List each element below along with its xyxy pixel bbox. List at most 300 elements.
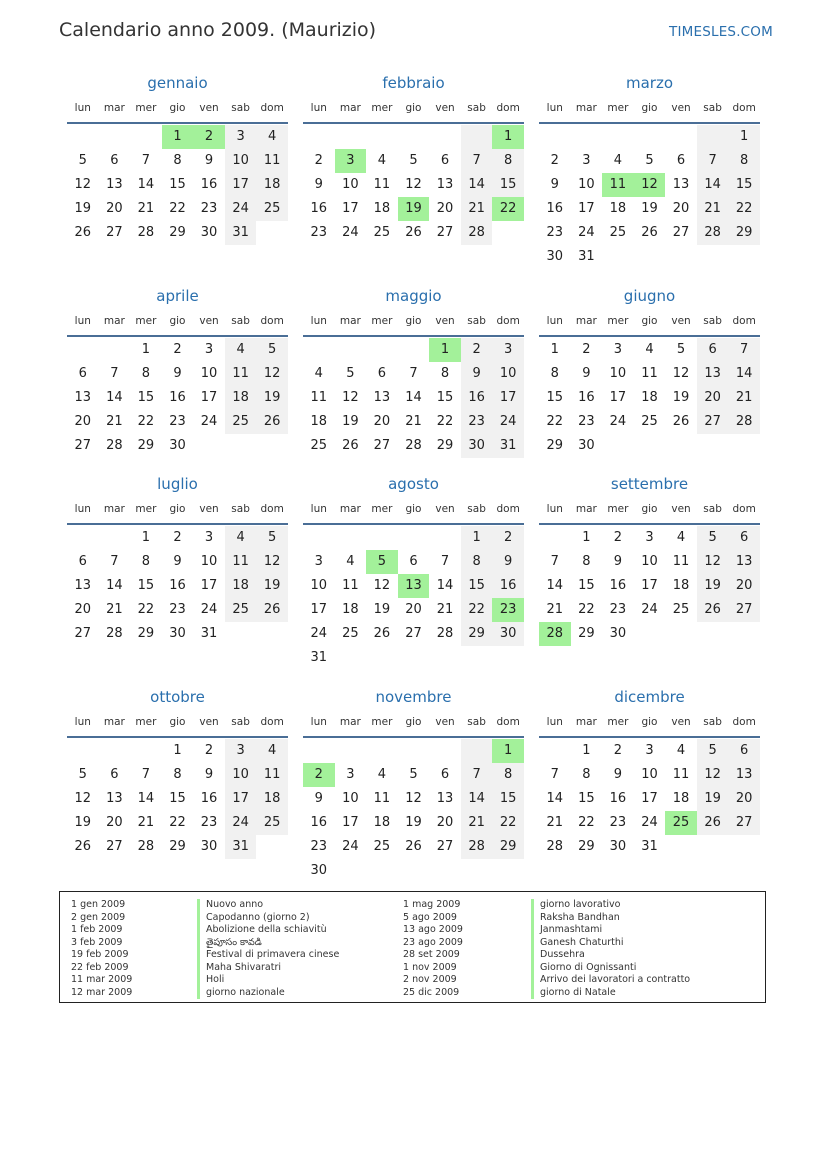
- legend-holiday-name: Holi: [197, 974, 339, 987]
- day-cell: 22: [137, 602, 155, 617]
- month-title: novembre: [375, 688, 452, 706]
- day-cell: 17: [310, 602, 328, 617]
- day-cell: [67, 526, 99, 550]
- day-cell: 9: [314, 791, 323, 806]
- weekday-label: lun: [546, 315, 563, 327]
- day-cell: 18: [373, 201, 391, 216]
- day-cell: 7: [461, 149, 493, 173]
- day-cell: 16: [578, 390, 595, 405]
- day-cell: 18: [256, 787, 288, 811]
- week-row: [303, 739, 524, 763]
- day-cell: 1: [141, 530, 151, 545]
- day-cell: 17: [641, 578, 658, 593]
- weekday-header: [303, 711, 524, 733]
- page-title: Calendario anno 2009. (Maurizio): [59, 19, 377, 41]
- day-cell: [429, 125, 461, 149]
- day-cell: [256, 835, 288, 859]
- day-cell: 17: [225, 787, 257, 811]
- week-row: [539, 362, 760, 386]
- day-cell: [303, 338, 335, 362]
- weekday-label: mar: [575, 315, 597, 327]
- week-row: [303, 221, 524, 245]
- day-cell: 15: [728, 173, 760, 197]
- header-rule: [539, 523, 760, 525]
- day-cell: [665, 622, 697, 646]
- day-cell: 6: [409, 554, 418, 569]
- weekday-label: dom: [260, 716, 284, 728]
- week-row: [303, 787, 524, 811]
- day-cell: 29: [461, 622, 493, 646]
- week-row: [67, 434, 288, 458]
- week-row: [539, 622, 760, 646]
- day-cell: 28: [137, 225, 155, 240]
- holiday-day-cell: 3: [335, 149, 367, 173]
- day-cell: 10: [225, 763, 257, 787]
- day-cell: 24: [225, 811, 257, 835]
- day-cell: 11: [373, 791, 391, 806]
- week-row: [539, 574, 760, 598]
- weekday-label: mer: [607, 503, 629, 515]
- legend-holiday-name: Nuovo anno: [197, 899, 339, 912]
- month-giugno: [539, 286, 760, 458]
- day-cell: [366, 526, 398, 550]
- week-row: [303, 763, 524, 787]
- day-cell: [335, 859, 367, 883]
- day-cell: 11: [310, 390, 328, 405]
- weekday-header: [539, 310, 760, 332]
- day-cell: 13: [728, 763, 760, 787]
- day-cell: [492, 646, 524, 670]
- legend-holiday-name: Festival di primavera cinese: [197, 949, 339, 962]
- day-cell: 31: [225, 221, 257, 245]
- day-cell: 21: [405, 414, 422, 429]
- day-cell: 20: [74, 414, 92, 429]
- legend-date: 3 feb 2009: [71, 936, 123, 948]
- day-cell: 2: [204, 743, 214, 758]
- day-cell: 10: [609, 366, 627, 381]
- day-cell: 18: [225, 574, 257, 598]
- day-cell: 16: [310, 815, 328, 830]
- month-title: dicembre: [614, 688, 685, 706]
- day-cell: 5: [676, 342, 686, 357]
- weekday-label: mar: [339, 102, 361, 114]
- day-cell: 3: [613, 342, 623, 357]
- week-row: [67, 787, 288, 811]
- weekday-label: ven: [435, 716, 455, 728]
- week-row: [539, 221, 760, 245]
- holiday-day-cell: 1: [429, 338, 461, 362]
- day-cell: 5: [645, 153, 654, 168]
- holiday-day-cell: 2: [303, 763, 335, 787]
- day-cell: 2: [582, 342, 591, 357]
- week-row: [539, 338, 760, 362]
- day-cell: 2: [314, 153, 323, 168]
- day-cell: 22: [461, 598, 493, 622]
- month-title: giugno: [623, 287, 676, 305]
- day-cell: 9: [173, 554, 182, 569]
- day-cell: [697, 835, 729, 859]
- legend-dates-right: [403, 899, 463, 999]
- day-cell: 28: [137, 839, 155, 854]
- weekday-label: mar: [575, 503, 597, 515]
- day-cell: 27: [106, 839, 123, 854]
- day-cell: 12: [697, 550, 729, 574]
- day-cell: 28: [728, 410, 760, 434]
- day-cell: [602, 434, 634, 458]
- day-cell: [728, 434, 760, 458]
- day-cell: 12: [74, 791, 92, 806]
- day-cell: 17: [225, 173, 257, 197]
- day-cell: 26: [74, 225, 92, 240]
- weekday-header: [303, 97, 524, 119]
- day-cell: [303, 125, 335, 149]
- weekday-label: lun: [74, 503, 91, 515]
- legend-names-right: [531, 899, 690, 999]
- month-aprile: [67, 286, 288, 458]
- weekday-label: mer: [607, 716, 629, 728]
- day-cell: 22: [137, 414, 155, 429]
- day-cell: 24: [200, 414, 218, 429]
- legend-date: 11 mar 2009: [71, 974, 133, 985]
- day-cell: 31: [225, 835, 257, 859]
- day-cell: 28: [546, 839, 564, 854]
- weekday-label: mer: [371, 716, 393, 728]
- week-row: [539, 811, 760, 835]
- day-cell: [130, 125, 162, 149]
- day-cell: 4: [256, 739, 288, 763]
- day-cell: [728, 245, 760, 269]
- day-cell: 12: [373, 578, 391, 593]
- week-row: [539, 386, 760, 410]
- day-cell: 23: [609, 815, 627, 830]
- site-link[interactable]: TIMESLES.COM: [669, 24, 773, 40]
- day-cell: 19: [256, 574, 288, 598]
- day-cell: 19: [373, 602, 391, 617]
- day-cell: 12: [256, 550, 288, 574]
- day-cell: 26: [373, 626, 391, 641]
- day-cell: [225, 434, 257, 458]
- day-cell: 24: [641, 815, 658, 830]
- day-cell: 14: [405, 390, 422, 405]
- week-row: [303, 386, 524, 410]
- day-cell: 18: [609, 201, 627, 216]
- weekday-label: mar: [339, 503, 361, 515]
- weekday-label: mer: [371, 503, 393, 515]
- day-cell: 28: [106, 438, 123, 453]
- day-cell: 25: [342, 626, 359, 641]
- day-cell: 11: [373, 177, 391, 192]
- day-cell: 28: [461, 221, 493, 245]
- day-cell: 25: [256, 811, 288, 835]
- day-cell: 5: [409, 767, 418, 782]
- day-cell: [99, 526, 131, 550]
- day-cell: 12: [697, 763, 729, 787]
- day-cell: [335, 125, 367, 149]
- week-row: [303, 197, 524, 221]
- day-cell: 25: [672, 602, 690, 617]
- day-cell: [461, 125, 493, 149]
- day-cell: [335, 646, 367, 670]
- day-cell: 23: [546, 225, 564, 240]
- day-cell: 20: [728, 787, 760, 811]
- weekday-label: gio: [169, 503, 186, 515]
- day-cell: 15: [169, 177, 186, 192]
- legend-holiday-name: Arrivo dei lavoratori a contratto: [531, 974, 690, 987]
- weekday-label: mar: [339, 716, 361, 728]
- holiday-day-cell: 1: [492, 125, 524, 149]
- day-cell: 26: [672, 414, 690, 429]
- day-cell: 9: [613, 767, 623, 782]
- day-cell: [99, 125, 131, 149]
- day-cell: 19: [256, 386, 288, 410]
- weekday-label: gio: [405, 102, 422, 114]
- legend-date: 1 mag 2009: [403, 899, 461, 910]
- day-cell: 8: [173, 153, 182, 168]
- day-cell: 2: [173, 342, 182, 357]
- day-cell: 10: [310, 578, 328, 593]
- week-row: [539, 410, 760, 434]
- header-rule: [67, 736, 288, 738]
- weekday-label: sab: [467, 315, 486, 327]
- day-cell: [665, 125, 697, 149]
- legend-date: 12 mar 2009: [71, 986, 133, 998]
- legend-date: 13 ago 2009: [403, 924, 463, 935]
- day-cell: 18: [225, 386, 257, 410]
- day-cell: [366, 859, 398, 883]
- day-cell: 12: [256, 362, 288, 386]
- day-cell: [728, 622, 760, 646]
- day-cell: 13: [672, 177, 690, 192]
- day-cell: 8: [582, 767, 591, 782]
- day-cell: 31: [200, 626, 218, 641]
- day-cell: 18: [672, 791, 690, 806]
- holiday-day-cell: 1: [492, 739, 524, 763]
- day-cell: 31: [492, 434, 524, 458]
- weekday-label: lun: [74, 716, 91, 728]
- day-cell: 22: [546, 414, 564, 429]
- legend-holiday-name: Capodanno (giorno 2): [197, 912, 339, 925]
- month-title: marzo: [625, 74, 674, 92]
- day-cell: 12: [342, 390, 359, 405]
- day-cell: 7: [409, 366, 418, 381]
- day-cell: 17: [578, 201, 595, 216]
- day-cell: 15: [436, 390, 454, 405]
- day-cell: 8: [550, 366, 559, 381]
- legend-holiday-name: Raksha Bandhan: [531, 912, 690, 925]
- weekday-label: ven: [671, 315, 691, 327]
- day-cell: 10: [578, 177, 595, 192]
- legend-date: 22 feb 2009: [71, 961, 129, 973]
- week-row: [539, 835, 760, 859]
- weekday-label: lun: [546, 716, 563, 728]
- day-cell: 22: [578, 602, 595, 617]
- month-agosto: [303, 474, 524, 670]
- day-cell: [67, 338, 99, 362]
- day-cell: 1: [582, 743, 591, 758]
- day-cell: 7: [440, 554, 450, 569]
- day-cell: 14: [106, 390, 123, 405]
- day-cell: 26: [256, 410, 288, 434]
- day-cell: 30: [310, 863, 328, 878]
- day-cell: 26: [256, 598, 288, 622]
- legend-names-left: [197, 899, 339, 999]
- day-cell: 6: [110, 767, 119, 782]
- day-cell: 11: [225, 362, 257, 386]
- week-row: [67, 386, 288, 410]
- day-cell: 16: [546, 201, 564, 216]
- day-cell: 14: [436, 578, 454, 593]
- day-cell: 23: [200, 201, 218, 216]
- legend-date: 23 ago 2009: [403, 936, 463, 948]
- day-cell: 22: [436, 414, 454, 429]
- day-cell: 30: [546, 249, 564, 264]
- day-cell: 5: [256, 338, 288, 362]
- weekday-label: mer: [135, 102, 157, 114]
- day-cell: 17: [342, 815, 359, 830]
- day-cell: 9: [204, 767, 214, 782]
- day-cell: [398, 739, 430, 763]
- day-cell: 27: [106, 225, 123, 240]
- day-cell: [398, 125, 430, 149]
- day-cell: 23: [310, 225, 328, 240]
- day-cell: 27: [728, 598, 760, 622]
- weekday-label: mar: [575, 716, 597, 728]
- day-cell: 20: [728, 574, 760, 598]
- day-cell: 20: [436, 815, 454, 830]
- day-cell: 25: [225, 598, 257, 622]
- weekday-label: sab: [231, 503, 250, 515]
- day-cell: 13: [106, 177, 123, 192]
- day-cell: 10: [200, 366, 218, 381]
- day-cell: [99, 739, 131, 763]
- day-cell: 11: [672, 554, 690, 569]
- day-cell: 13: [436, 791, 454, 806]
- day-cell: [429, 526, 461, 550]
- day-cell: 11: [256, 763, 288, 787]
- month-title: gennaio: [147, 74, 208, 92]
- week-row: [303, 646, 524, 670]
- day-cell: 30: [200, 839, 218, 854]
- day-cell: [602, 245, 634, 269]
- day-cell: [665, 245, 697, 269]
- day-cell: 1: [728, 125, 760, 149]
- week-row: [67, 811, 288, 835]
- day-cell: 19: [74, 815, 92, 830]
- day-cell: [571, 125, 603, 149]
- weekday-label: sab: [703, 315, 722, 327]
- day-cell: 26: [697, 598, 729, 622]
- day-cell: 3: [225, 739, 257, 763]
- day-cell: 11: [641, 366, 658, 381]
- weekday-label: ven: [199, 716, 219, 728]
- day-cell: 5: [256, 526, 288, 550]
- day-cell: [366, 125, 398, 149]
- holiday-day-cell: 25: [665, 811, 697, 835]
- weekday-label: ven: [671, 102, 691, 114]
- day-cell: 23: [609, 602, 627, 617]
- day-cell: 14: [728, 362, 760, 386]
- week-row: [67, 338, 288, 362]
- day-cell: 27: [672, 225, 690, 240]
- legend-date: 28 set 2009: [403, 949, 460, 960]
- day-cell: 9: [461, 362, 493, 386]
- header-rule: [303, 736, 524, 738]
- weekday-label: dom: [732, 503, 756, 515]
- day-cell: 14: [546, 578, 564, 593]
- weekday-label: gio: [641, 315, 658, 327]
- weekday-label: ven: [671, 503, 691, 515]
- day-cell: 11: [225, 550, 257, 574]
- legend-holiday-name: Maha Shivaratri: [197, 962, 339, 975]
- weekday-label: gio: [169, 102, 186, 114]
- day-cell: 25: [225, 410, 257, 434]
- day-cell: [634, 434, 666, 458]
- day-cell: 21: [106, 414, 123, 429]
- weekday-header: [67, 97, 288, 119]
- weekday-label: mar: [103, 716, 125, 728]
- legend-dates-left: [71, 899, 132, 999]
- day-cell: 2: [613, 743, 623, 758]
- day-cell: 25: [609, 225, 627, 240]
- week-row: [303, 598, 524, 622]
- weekday-label: sab: [467, 716, 486, 728]
- day-cell: 28: [697, 221, 729, 245]
- header-rule: [303, 523, 524, 525]
- day-cell: 5: [697, 526, 729, 550]
- week-row: [67, 526, 288, 550]
- week-row: [539, 197, 760, 221]
- day-cell: 28: [405, 438, 422, 453]
- day-cell: 14: [461, 173, 493, 197]
- month-dicembre: [539, 687, 760, 859]
- weekday-label: sab: [703, 716, 722, 728]
- week-row: [303, 149, 524, 173]
- weekday-label: lun: [546, 102, 563, 114]
- day-cell: 29: [578, 626, 595, 641]
- weekday-label: dom: [260, 503, 284, 515]
- week-row: [303, 434, 524, 458]
- day-cell: 21: [436, 602, 454, 617]
- day-cell: 23: [169, 602, 186, 617]
- legend-holiday-name: Abolizione della schiavitù: [197, 924, 339, 937]
- day-cell: 14: [697, 173, 729, 197]
- day-cell: 15: [492, 787, 524, 811]
- header-rule: [539, 736, 760, 738]
- week-row: [67, 149, 288, 173]
- day-cell: 8: [492, 149, 524, 173]
- day-cell: 4: [314, 366, 323, 381]
- day-cell: 21: [137, 815, 155, 830]
- day-cell: 3: [492, 338, 524, 362]
- day-cell: 3: [645, 530, 654, 545]
- day-cell: 9: [204, 153, 214, 168]
- day-cell: 7: [550, 767, 559, 782]
- week-row: [67, 550, 288, 574]
- day-cell: 29: [169, 839, 186, 854]
- day-cell: [398, 859, 430, 883]
- day-cell: 3: [314, 554, 323, 569]
- day-cell: [256, 622, 288, 646]
- day-cell: 22: [578, 815, 595, 830]
- week-row: [539, 598, 760, 622]
- weekday-label: sab: [231, 716, 250, 728]
- day-cell: 14: [461, 787, 493, 811]
- week-row: [303, 622, 524, 646]
- day-cell: 4: [225, 526, 257, 550]
- day-cell: 4: [676, 743, 686, 758]
- weekday-label: dom: [260, 102, 284, 114]
- weekday-label: ven: [435, 503, 455, 515]
